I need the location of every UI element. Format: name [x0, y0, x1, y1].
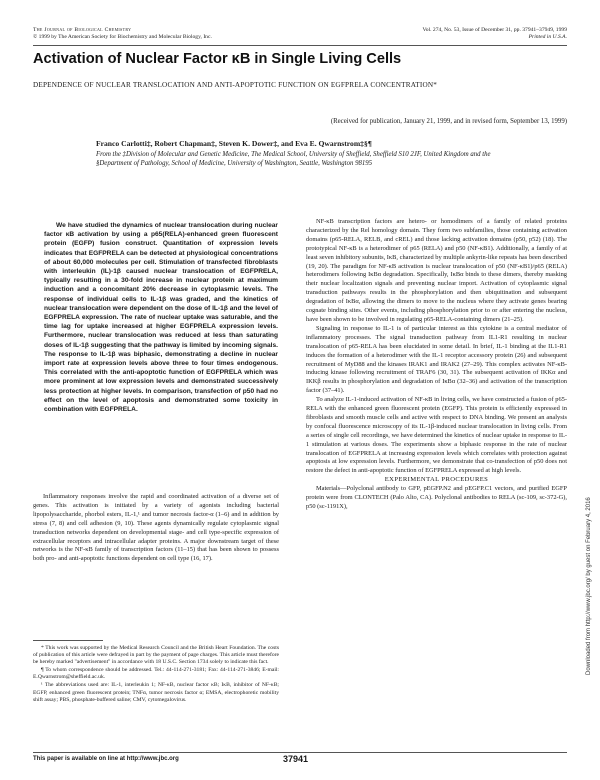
- author-affiliations: From the ‡Division of Molecular and Genetic Medicine, The Medical School, University of Sheffield, Sheffield S10 2JF, United Kingdom and the §Department of Pathology, School of Medicine, University of Washington, Seattle, Washington 98195: [96, 151, 491, 167]
- footer-rule: [33, 752, 567, 753]
- author-list: Franco Carlotti‡, Robert Chapman‡, Steven K. Dower‡, and Eva E. Qwarnstrom‡§¶: [96, 139, 372, 148]
- footnote-rule: [33, 640, 103, 641]
- footnote-abbreviations: ¹ The abbreviations used are: IL-1, interleukin 1; NF-κB, nuclear factor κB; IκB, inhibitor of NF-κB; EGFP, enhanced green fluorescent protein; TNFα, tumor necrosis factor α; EMSA, electrophoretic mobility shift assay; PBS, phosphate-buffered saline; CMV, cytomegalovirus.: [33, 682, 279, 703]
- download-note: Downloaded from http://www.jbc.org/ by guest on February 4, 2016: [586, 497, 592, 675]
- article-subtitle: DEPENDENCE OF NUCLEAR TRANSLOCATION AND ANTI-APOPTOTIC FUNCTION ON EGFPRELA CONCENTRATION*: [33, 81, 438, 89]
- issue-line: Vol. 274, No. 53, Issue of December 31, pp. 37941–37949, 1999: [422, 27, 567, 33]
- introduction-left: [33, 493, 279, 564]
- intro-paragraph-signaling: Signaling in response to IL-1 is of particular interest as this cytokine is a central mediator of inflammatory processes. The signal transduction pathway from IL1-R1 resulting in nuclear translocation of p65-RELA has been elucidated in some detail. In brief, IL-1 binding at the IL1-R1 induces the formation of a heterodimer with the IL-1 receptor accessory protein (26) and subsequent recruitment of MyD88 and the kinases IRAK1 and IRAK2 (27–29). This complex activates NF-κB-inducing kinase following recruitment of TRAF6 (30, 31). The subsequent activation of IKKα and IKKβ results in phosphorylation and degradation of IκBα (32–36) and activation of the transcription factor (37–41).: [306, 324, 567, 395]
- article-title: Activation of Nuclear Factor κB in Single Living Cells: [33, 51, 402, 67]
- introduction-right: [306, 218, 567, 512]
- online-note: This paper is available on line at http://www.jbc.org: [33, 756, 179, 762]
- header-rule: [33, 45, 567, 46]
- received-dates: (Received for publication, January 21, 1999, and in revised form, September 13, 1999): [330, 118, 567, 125]
- footnote-funding: * This work was supported by the Medical Research Council and the British Heart Foundation. The costs of publication of this article were defrayed in part by the payment of page charges. This article must therefore be hereby marked "advertisement" in accordance with 18 U.S.C. Section 1734 solely to indicate this fact.: [33, 645, 279, 666]
- journal-header: [33, 27, 212, 41]
- printed-line: Printed in U.S.A.: [528, 34, 567, 40]
- journal-name: The Journal of Biological Chemistry: [33, 27, 132, 33]
- page-number: 37941: [283, 754, 309, 764]
- footnotes: [33, 645, 279, 705]
- download-watermark: [578, 455, 590, 675]
- intro-paragraph-nfkb: NF-κB transcription factors are hetero- or homodimers of a family of related proteins characterized by the Rel homology domain. They form two subfamilies, those containing activation domains (p65-RELA, RELB, and cREL) and those lacking activation domains (p50, p52) (18). The prototypical NF-κB is a heterodimer of p65 (RELA) and p50 (NF-κB1). Additionally, a family of at least seven inhibitory subunits, IκB, characterized by multiple ankyrin-like repeats has been described (19, 20). The paradigm for NF-κB activation is nuclear translocation of p50 (NF-κB1)/p65 (RELA) heterodimers following IκBα degradation. Specifically, IκBα binds to these dimers, thereby masking their nuclear localization signals and preventing nuclear import. Activation of cytoplasmic signal transduction pathways results in the phosphorylation and then ubiquitination and subsequent degradation of IκBα, allowing the dimers to move to the nucleus where they activate genes bearing cognate binding sites. Other events, including phosphorylation prior to or after entering the nucleus, have been shown to be involved in regulating p65-RELA-containing dimers (21–25).: [306, 218, 567, 323]
- section-heading: EXPERIMENTAL PROCEDURES: [384, 476, 489, 484]
- intro-paragraph: Inflammatory responses involve the rapid and coordinated activation of a diverse set of genes. This activation is initiated by a variety of agonists including bacterial lipopolysaccharide, phorbol esters, IL-1,¹ and tumor necrosis factor-α (1–6) and in addition by stress (7, 8) and cell adhesion (9, 10). These agents dynamically regulate cytoplasmic signal transduction networks dependent on developmental stage- and cell type-specific expression of extracellular receptors and intracellular adapter proteins. A major downstream target of these networks is the NF-κB family of transcription factors (11–15) that has been shown to possess both pro- and anti-apoptotic functions dependent on cell type (16, 17).: [33, 493, 279, 563]
- abstract: We have studied the dynamics of nuclear translocation during nuclear factor κB activation by using a p65(RELA)-enhanced green fluorescent protein (EGFP) fusion construct. Quantitation of expression levels indicates that EGFPRELA can be detected at physiological concentrations of about 60,000 molecules per cell. Stimulation of transfected fibroblasts with interleukin (IL)-1β caused nuclear translocation of EGFPRELA, typically resulting in a 30-fold increase in nuclear protein at maximum induction and a concomitant 20% decrease in cytoplasmic levels. The response of individual cells to IL-1β was graded, and the kinetics of nuclear translocation were dependent on the dose of IL-1β and the level of EGFPRELA expression. The rate of nuclear uptake was saturable, and the time lag for uptake increased at higher EGFPRELA expression levels. Furthermore, nuclear translocation was reduced at less than saturating doses of IL-1β suggesting that the pathway is limited by incoming signals. The response to IL-1β was biphasic, demonstrating a decline in nuclear import rate at expression levels above three to four times endogenous. This correlated with the anti-apoptotic function of EGFPRELA which was more prominent at low expression levels and demonstrated successively less protection at higher levels. In comparison, transfection of p50 had no effect on the level of apoptosis and demonstrated some toxicity in combination with EGFPRELA.: [44, 222, 278, 414]
- footnote-correspondence: ¶ To whom correspondence should be addressed. Tel.: 44-114-271-3181; Fax: 44-114-271-3846; E-mail: E.Qwarnstrom@sheffield.ac.uk.: [33, 667, 279, 681]
- issue-header: [422, 27, 567, 41]
- copyright-line: © 1999 by The American Society for Biochemistry and Molecular Biology, Inc.: [33, 34, 212, 40]
- methods-materials: Materials—Polyclonal antibody to GFP, pEGFP.N2 and pEGFP.C1 vectors, and purified EGFP protein were from CLONTECH (Palo Alto, CA). Polyclonal antibodies to RELA (sc-109, sc-372-G), p50 (sc-1191X),: [306, 485, 567, 510]
- intro-paragraph-analysis: To analyze IL-1-induced activation of NF-κB in living cells, we have constructed a fusion of p65-RELA with the enhanced green fluorescent protein (EGFP). This protein is efficiently expressed in fibroblasts and smooth muscle cells and active with respect to DNA binding. We present an analysis by confocal fluorescence microscopy of its IL-1β-induced nuclear translocation in living cells. From a series of single cell recordings, we have determined the kinetics of nuclear uptake in response to IL-1 stimulation at various doses. The experiments show a biphasic response in the rate of nuclear translocation of EGFPRELA at increasing expression levels which correlates with protection against apoptosis at low expression levels. Furthermore, we demonstrate that co-transfection of p50 does not restore the defect in anti-apoptotic function of EGFPRELA expressed at high levels.: [306, 396, 567, 475]
